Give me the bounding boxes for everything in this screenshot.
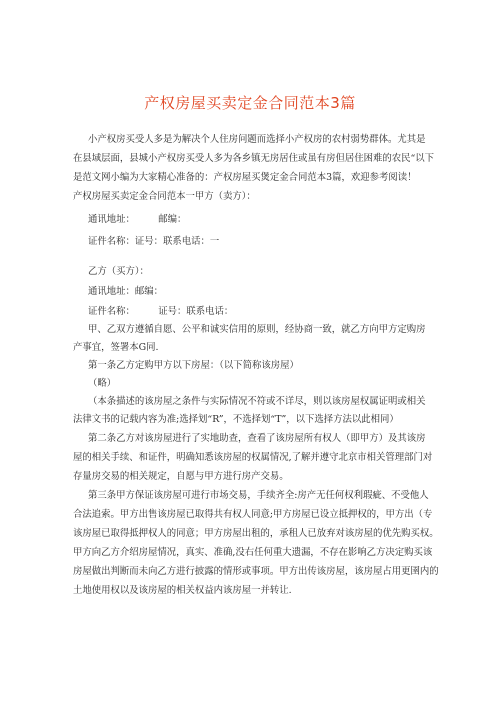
paragraph-line: 甲方向乙方介绍房屋情况，真实、准确,没右任何重大遗漏，不存在影响乙方决定购买该 (73, 547, 433, 558)
document-title: 产权房屋买卖定金合同范本3篇 (144, 94, 356, 112)
paragraph-line: （略） (88, 378, 117, 389)
paragraph-line: 屋的相关手续、和证件，明确知悉该房屋的权属情况,了解并遵守北京市相关管理部门对 (73, 452, 433, 463)
paragraph-line: 通讯地址：邮编： (88, 286, 164, 297)
paragraph-line: 甲、乙双方遵循自愿、公平和诚实信用的原则，经协商一致，就乙方向甲方定购房 (88, 324, 426, 335)
paragraph-line: 合法追索。甲方出售该房屋已取得共有权人同意;甲方房屋已设立抵押权的，甲方出（专 (73, 509, 433, 520)
paragraph-line: 证件名称：证号：联系电话：一 (88, 236, 220, 247)
paragraph-line: 是范文网小编为大家精心准备的：产权房屋买煲定金合同范本3篇，欢迎参考阅读！ (73, 172, 417, 183)
paragraph-line: 第三条甲方保证该房屋可进行市场交易，手续齐全:房产无任何权利瑕疵、不受他人 (88, 490, 429, 501)
paragraph-line: 该房屋已取得抵押权人的同意；甲方房屋出租的，承租人已放弃对该房屋的优先购买权。 (73, 528, 439, 539)
paragraph-line: 小产权房买受人多是为解决个人住房问题而选择小产权房的农村弱势群体。尤其是 (88, 134, 426, 145)
paragraph-line: 通讯地址： 邮编： (88, 214, 187, 225)
paragraph-line: 房屋做出判断而未向乙方进行披露的情形或事项。甲方出传该房屋，该房屋占用更圉内的 (73, 566, 439, 577)
paragraph-line: （本条描述的该房屋之条件与实际情况不符或不详尽，则以该房屋权属证明或相关 (88, 396, 426, 407)
paragraph-line: 存量房交易的相关规定，自愿与甲方进行房产交易。 (73, 471, 289, 482)
paragraph-line: 乙方（买方）： (88, 266, 149, 277)
paragraph-line: 第二条乙方对该房屋进行了实地助查，查看了该房屋所有权人（即甲方）及其该房 (88, 433, 426, 444)
paragraph-line: 证件名称： 证号：联系电话： (88, 306, 234, 317)
paragraph-line: 产事宜，签署本G同. (73, 342, 159, 353)
paragraph-line: 产权房屋买卖定金合同范本一甲方（卖方）： (73, 191, 256, 202)
paragraph-line: 法律文书的记载内容为准;选择划“R”，不选择划“T”，以下选择方法以此相同） (73, 414, 399, 425)
paragraph-line: 在县域层面，县城小产权房买受人多为各乡镇无房居住或虽有房但居住困难的农民“以下 (73, 153, 435, 164)
paragraph-line: 土地使用权以及该房屋的相关权益内该房屋一并转让. (73, 585, 292, 596)
paragraph-line: 第一条乙方定购甲方以下房屋：（以下简称该房屋） (88, 360, 299, 371)
